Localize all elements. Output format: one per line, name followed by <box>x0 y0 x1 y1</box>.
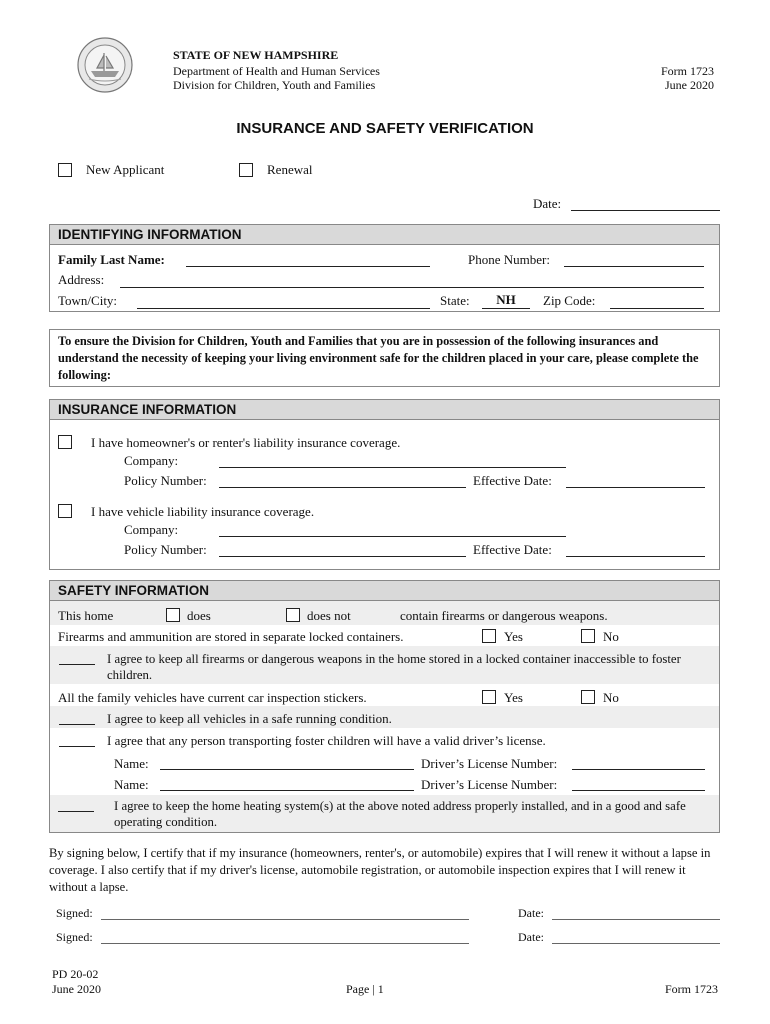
safety-header: SAFETY INFORMATION <box>50 581 719 601</box>
zip-code-field[interactable] <box>610 308 704 309</box>
phone-number-field[interactable] <box>564 266 704 267</box>
homeowner-insurance-label: I have homeowner's or renter's liability insurance coverage. <box>91 435 401 450</box>
family-last-name-field[interactable] <box>186 266 430 267</box>
agree-heating-label: I agree to keep the home heating system(s) at the above noted address properly installed, and in a good and safe operating condition. <box>114 799 686 829</box>
footer-form: Form 1723 <box>664 982 718 996</box>
town-city-field[interactable] <box>137 308 430 309</box>
vehicle-policy-field[interactable] <box>219 556 466 557</box>
page-title: INSURANCE AND SAFETY VERIFICATION <box>236 120 534 137</box>
homeowner-effective-field[interactable] <box>566 487 705 488</box>
state-label: State: <box>440 293 470 308</box>
signed-label-2: Signed: <box>56 930 93 944</box>
does-not-checkbox[interactable] <box>286 608 300 622</box>
header-form-date: June 2020 <box>665 78 714 92</box>
driver2-license-label: Driver’s License Number: <box>421 777 558 792</box>
agree-heating-initials[interactable] <box>58 811 94 812</box>
homeowner-company-field[interactable] <box>219 467 566 468</box>
vehicle-insurance-label: I have vehicle liability insurance coverage. <box>91 504 315 519</box>
renewal-checkbox[interactable] <box>239 163 253 177</box>
header-state: STATE OF NEW HAMPSHIRE <box>173 48 339 62</box>
vehicles-stickers-label: All the family vehicles have current car inspection stickers. <box>58 690 367 705</box>
driver1-name-label: Name: <box>114 756 149 771</box>
state-seal-logo <box>77 37 133 93</box>
vehicles-stickers-yes-checkbox[interactable] <box>482 690 496 704</box>
footer-date: June 2020 <box>52 982 101 996</box>
vehicle-company-field[interactable] <box>219 536 566 537</box>
new-applicant-checkbox[interactable] <box>58 163 72 177</box>
firearms-stored-no-checkbox[interactable] <box>581 629 595 643</box>
homeowner-effective-label: Effective Date: <box>473 473 552 488</box>
homeowner-insurance-checkbox[interactable] <box>58 435 72 449</box>
intro-text: To ensure the Division for Children, Youth and Families that you are in possession of the following insurances and understand the necessity of keeping your living environment safe for the children placed in your care, please complete the following: <box>58 334 699 382</box>
date-field[interactable] <box>571 210 720 211</box>
firearms-stored-no-label: No <box>603 629 619 644</box>
signed-date-field-1[interactable] <box>552 919 720 920</box>
firearms-stored-yes-label: Yes <box>504 629 523 644</box>
town-city-label: Town/City: <box>58 293 118 308</box>
this-home-label: This home <box>58 608 114 623</box>
signature-field-2[interactable] <box>101 943 469 944</box>
vehicles-stickers-yes-label: Yes <box>504 690 523 705</box>
shade-row-1 <box>50 601 719 625</box>
driver2-name-label: Name: <box>114 777 149 792</box>
signed-date-label-2: Date: <box>518 930 544 944</box>
insurance-header: INSURANCE INFORMATION <box>50 400 719 420</box>
vehicle-effective-label: Effective Date: <box>473 542 552 557</box>
signed-date-label-1: Date: <box>518 906 544 920</box>
driver1-name-field[interactable] <box>160 769 414 770</box>
header-form-number: Form 1723 <box>660 64 714 78</box>
driver1-license-field[interactable] <box>572 769 705 770</box>
signed-date-field-2[interactable] <box>552 943 720 944</box>
new-applicant-label: New Applicant <box>86 162 165 177</box>
address-label: Address: <box>58 272 105 287</box>
driver2-license-field[interactable] <box>572 790 705 791</box>
vehicle-policy-label: Policy Number: <box>124 542 207 557</box>
phone-number-label: Phone Number: <box>468 252 550 267</box>
header-division: Division for Children, Youth and Families <box>173 78 376 92</box>
signed-label-1: Signed: <box>56 906 93 920</box>
vehicles-stickers-no-checkbox[interactable] <box>581 690 595 704</box>
does-label: does <box>187 608 211 623</box>
agree-vehicles-label: I agree to keep all vehicles in a safe running condition. <box>107 711 392 726</box>
agree-license-initials[interactable] <box>59 746 95 747</box>
homeowner-policy-label: Policy Number: <box>124 473 207 488</box>
zip-code-label: Zip Code: <box>543 293 596 308</box>
certification-text: By signing below, I certify that if my insurance (homeowners, renter's, or automobile) expires that I will renew it without a lapse in coverage. I also certify that if my driver's license, automobile registration, or automobile inspection expires that I will renew it without a lapse. <box>49 846 711 894</box>
vehicles-stickers-no-label: No <box>603 690 619 705</box>
identifying-section <box>49 224 720 312</box>
state-value[interactable]: NH <box>482 292 530 309</box>
firearms-stored-label: Firearms and ammunition are stored in separate locked containers. <box>58 629 404 644</box>
signature-field-1[interactable] <box>101 919 469 920</box>
footer-pd: PD 20-02 <box>52 967 99 981</box>
family-last-name-label: Family Last Name: <box>58 252 165 267</box>
vehicle-effective-field[interactable] <box>566 556 705 557</box>
renewal-label: Renewal <box>267 162 313 177</box>
footer-page: Page | 1 <box>346 982 384 996</box>
firearms-stored-yes-checkbox[interactable] <box>482 629 496 643</box>
driver1-license-label: Driver’s License Number: <box>421 756 558 771</box>
agree-firearms-label: I agree to keep all firearms or dangerous weapons in the home stored in a locked container inaccessible to foster children. <box>107 652 681 682</box>
agree-license-label: I agree that any person transporting foster children will have a valid driver’s license. <box>107 733 546 748</box>
header-department: Department of Health and Human Services <box>173 64 380 78</box>
homeowner-policy-field[interactable] <box>219 487 466 488</box>
agree-vehicles-initials[interactable] <box>59 724 95 725</box>
vehicle-company-label: Company: <box>124 522 179 537</box>
identifying-header: IDENTIFYING INFORMATION <box>50 225 719 245</box>
vehicle-insurance-checkbox[interactable] <box>58 504 72 518</box>
homeowner-company-label: Company: <box>124 453 179 468</box>
agree-firearms-initials[interactable] <box>59 664 95 665</box>
address-field[interactable] <box>120 287 704 288</box>
driver2-name-field[interactable] <box>160 790 414 791</box>
does-checkbox[interactable] <box>166 608 180 622</box>
does-not-label: does not <box>307 608 351 623</box>
date-label: Date: <box>533 196 562 211</box>
contain-firearms-label: contain firearms or dangerous weapons. <box>400 608 608 623</box>
